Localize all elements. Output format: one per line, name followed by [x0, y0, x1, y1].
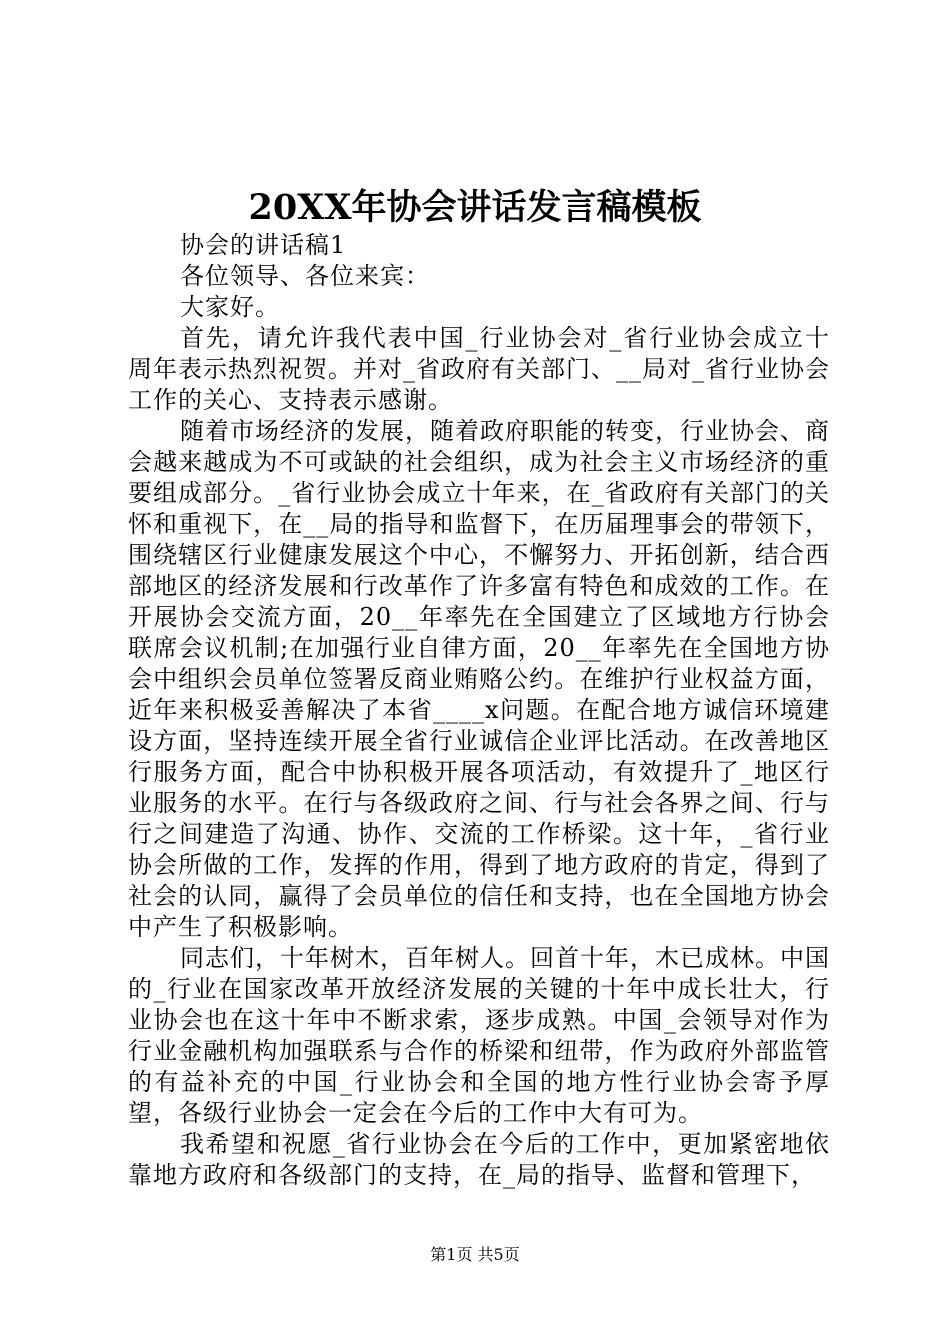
document-title: 20XX年协会讲话发言稿模板 — [248, 187, 702, 228]
paragraph-greeting: 大家好。 — [180, 293, 280, 321]
page-footer: 第1页 共5页 — [430, 1245, 520, 1264]
paragraph-achievements: 随着市场经济的发展，随着政府职能的转变，行业协会、商会越来越成为不可或缺的社会组织，成为社会主义市场经济的重要组成部分。_省行业协会成立十年来，在_省政府有关部门的关怀和重视下，在__局的指导和监督下，在历届理事会的带领下，围绕辖区行业健康发展这个中心，不懈努力、开拓创新，结合西部地区的经济发展和行改革作了许多富有特色和成效的工作。在开展协会交流方面，20__年率先在全国建立了区域地方行协会联席会议机制;在加强行业自律方面，20__年率先在全国地方协会中组织会员单位签署反商业贿赂公约。在维护行业权益方面，近年来积极妥善解决了本省____x问题。在配合地方诚信环境建设方面，坚持连续开展全省行业诚信企业评比活动。在改善地区行服务方面，配合中协积极开展各项活动，有效提升了_地区行业服务的水平。在行与各级政府之间、行与社会各界之间、行与行之间建造了沟通、协作、交流的工作桥梁。这十年，_省行业协会所做的工作，发挥的作用，得到了地方政府的肯定，得到了社会的认同，赢得了会员单位的信任和支持，也在全国地方协会中产生了积极影响。 — [128, 417, 830, 941]
paragraph-congratulations: 首先，请允许我代表中国_行业协会对_省行业协会成立十周年表示热烈祝贺。并对_省政府有关部门、__局对_省行业协会工作的关心、支持表示感谢。 — [128, 324, 830, 414]
paragraph-salutation: 各位领导、各位来宾： — [180, 262, 430, 290]
paragraph-heading: 协会的讲话稿1 — [180, 231, 347, 259]
paragraph-reflection: 同志们，十年树木，百年树人。回首十年，木已成林。中国的_行业在国家改革开放经济发展的关键的十年中成长壮大，行业协会也在这十年中不断求索，逐步成熟。中国_会领导对作为行业金融机构加强联系与合作的桥梁和纽带，作为政府外部监管的有益补充的中国_行业协会和全国的地方性行业协会寄予厚望，各级行业协会一定会在今后的工作中大有可为。 — [128, 944, 830, 1127]
paragraph-wishes: 我希望和祝愿_省行业协会在今后的工作中，更加紧密地依靠地方政府和各级部门的支持，在_局的指导、监督和管理下， — [128, 1130, 830, 1189]
document-body — [128, 230, 830, 1191]
